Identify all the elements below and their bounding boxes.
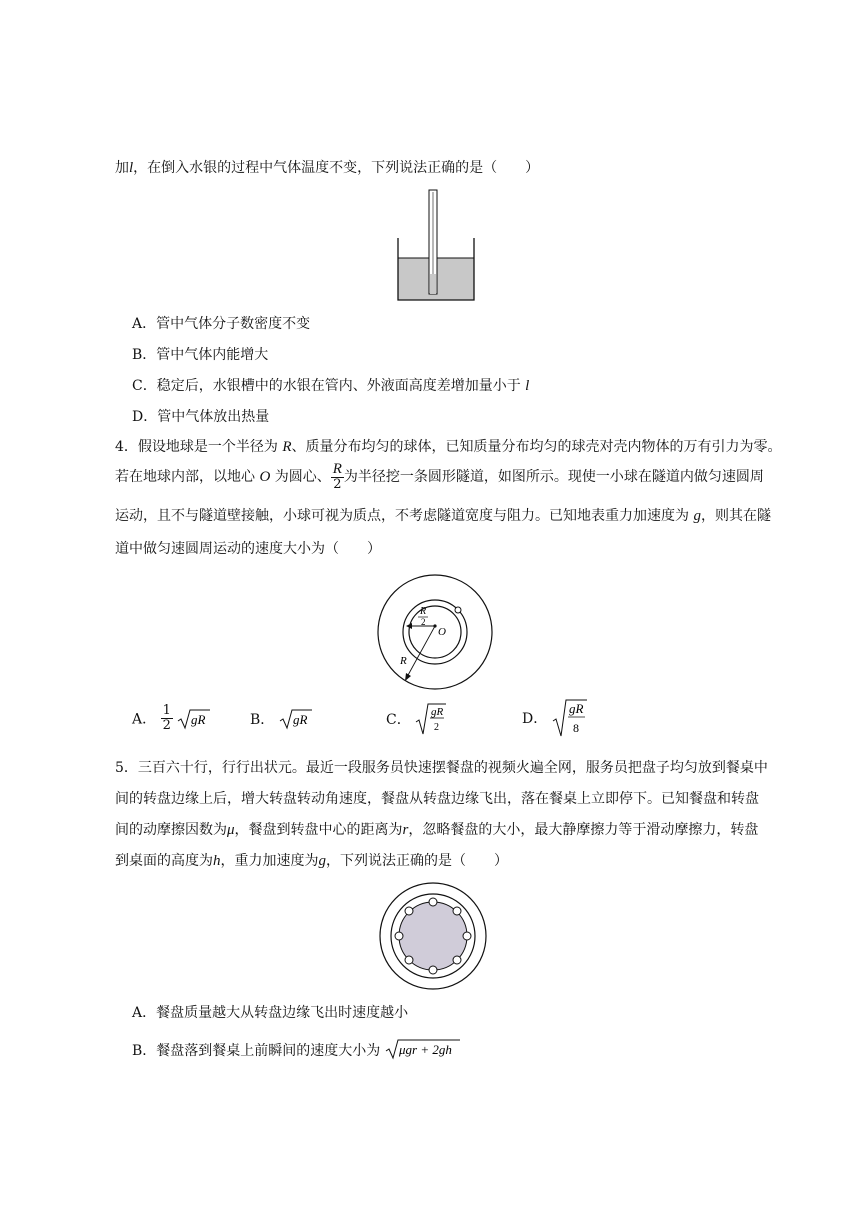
q3-option-b[interactable] xyxy=(132,345,268,365)
q3-option-b-text: 管中气体内能增大 xyxy=(156,347,269,363)
q4-line-1 xyxy=(115,437,782,457)
turntable-figure xyxy=(377,880,489,992)
q5-text: ，下列说法正确的是（ ） xyxy=(326,853,508,869)
q5-text: 到桌面的高度为 xyxy=(115,853,213,869)
q5-line-1 xyxy=(115,758,768,778)
q4-text: 、质量分布均匀的球体，已知质量分布均匀的球壳对壳内物体的万有引力为零。 xyxy=(291,439,782,455)
q3-option-c-text: 稳定后，水银槽中的水银在管内、外液面高度差增加量小于 xyxy=(156,378,521,394)
svg-text:8: 8 xyxy=(572,721,579,735)
figure-label-R: R xyxy=(400,655,407,667)
q5-option-b-label: B． xyxy=(132,1043,157,1059)
q4-option-c-sqrt xyxy=(415,702,447,736)
q5-var-g: g xyxy=(318,853,326,869)
q5-option-a[interactable] xyxy=(132,1003,408,1023)
q3-option-d-label: D． xyxy=(132,409,158,425)
svg-text:μgr + 2gh: μgr + 2gh xyxy=(398,1042,452,1057)
q4-text: ，则其在隧 xyxy=(700,508,771,524)
q3-option-a[interactable] xyxy=(132,314,310,334)
q4-line-2 xyxy=(115,462,764,492)
q5-line-4 xyxy=(115,851,508,871)
q5-text: 5．三百六十行，行行出状元。最近一段服务员快速摆餐盘的视频火遍全网，服务员把盘子均匀放到餐桌中 xyxy=(115,760,768,776)
q5-line-2 xyxy=(115,789,759,809)
q4-option-a-label: A． xyxy=(132,711,157,728)
q4-var-g: g xyxy=(693,508,701,524)
q3-option-c-label: C． xyxy=(132,378,157,394)
mercury-tube-figure xyxy=(390,188,480,304)
q5-option-b-text: 餐盘落到餐桌上前瞬间的速度大小为 xyxy=(156,1043,381,1059)
q5-line-3 xyxy=(115,820,758,840)
q4-option-c-label: C． xyxy=(386,712,411,728)
q5-text: 间的动摩擦因数为 xyxy=(115,822,227,838)
q4-option-d-sqrt xyxy=(552,698,588,738)
q4-text: 若在地球内部，以地心 xyxy=(115,469,260,485)
q4-option-b-label: B． xyxy=(250,712,275,728)
q3-option-c[interactable] xyxy=(132,376,529,396)
q3-option-a-label: A． xyxy=(132,316,157,332)
q3-stem-text-a: 加 xyxy=(115,160,129,176)
q5-text: 间的转盘边缘上后，增大转盘转动角速度，餐盘从转盘边缘飞出，落在餐桌上立即停下。已知餐盘和转盘 xyxy=(115,791,759,807)
q3-option-c-var: l xyxy=(525,378,530,394)
q5-var-h: h xyxy=(213,853,221,869)
q3-option-a-text: 管中气体分子数密度不变 xyxy=(156,316,311,332)
q3-stem-text-b: ，在倒入水银的过程中气体温度不变，下列说法正确的是（ ） xyxy=(133,160,540,176)
figure-label-R-half-den: 2 xyxy=(421,617,426,627)
q4-option-b-sqrt xyxy=(279,708,313,730)
q5-text: ，忽略餐盘的大小，最大静摩擦力等于滑动摩擦力，转盘 xyxy=(408,822,759,838)
q5-text: ，餐盘到转盘中心的距离为 xyxy=(234,822,403,838)
q5-var-mu: μ xyxy=(227,822,235,838)
q4-text: 运动，且不与隧道壁接触，小球可视为质点，不考虑隧道宽度与阻力。已知地表重力加速度为 xyxy=(115,508,694,524)
svg-text:gR: gR xyxy=(431,706,444,718)
q3-option-b-label: B． xyxy=(132,347,157,363)
svg-text:gR: gR xyxy=(292,712,308,727)
q4-option-a-coef: $\frac{1}{2}$ xyxy=(162,703,171,733)
q3-stem-var: l xyxy=(129,160,134,176)
svg-text:gR: gR xyxy=(568,701,584,716)
q4-option-c[interactable] xyxy=(386,702,447,736)
q4-fraction-R-over-2: $\frac{R}{2}$ xyxy=(332,461,342,492)
svg-text:gR: gR xyxy=(191,711,206,727)
q4-option-d-label: D． xyxy=(522,711,548,727)
figure-label-R-half-num: R xyxy=(420,606,427,617)
q5-option-a-text: 餐盘质量越大从转盘边缘飞出时速度越小 xyxy=(156,1005,409,1021)
q5-option-b[interactable] xyxy=(132,1038,461,1061)
q4-text: 道中做匀速圆周运动的速度大小为（ ） xyxy=(115,541,381,557)
q4-text: 为半径挖一条圆形隧道，如图所示。现使一小球在隧道内做匀速圆周 xyxy=(343,469,764,485)
q5-text: ，重力加速度为 xyxy=(220,853,319,869)
q3-option-d[interactable] xyxy=(132,407,269,427)
figure-label-O: O xyxy=(438,626,446,638)
q4-line-4 xyxy=(115,539,381,559)
q4-text: 为圆心、 xyxy=(270,469,331,485)
earth-tunnel-figure xyxy=(372,570,498,696)
q5-option-b-sqrt xyxy=(385,1038,461,1060)
q4-option-d[interactable] xyxy=(522,698,588,738)
q5-var-r: r xyxy=(402,822,409,838)
q3-stem xyxy=(115,158,539,178)
q5-option-a-label: A． xyxy=(132,1005,157,1021)
q4-line-3 xyxy=(115,506,771,526)
svg-text:2: 2 xyxy=(434,722,440,733)
q4-var-O: O xyxy=(259,469,271,485)
q4-var-R: R xyxy=(282,439,292,455)
q4-option-a-sqrt xyxy=(177,708,211,730)
q4-option-b[interactable] xyxy=(250,708,313,730)
q4-text: 4．假设地球是一个半径为 xyxy=(115,439,283,455)
q3-option-d-text: 管中气体放出热量 xyxy=(157,409,270,425)
q4-option-a[interactable] xyxy=(132,704,211,733)
